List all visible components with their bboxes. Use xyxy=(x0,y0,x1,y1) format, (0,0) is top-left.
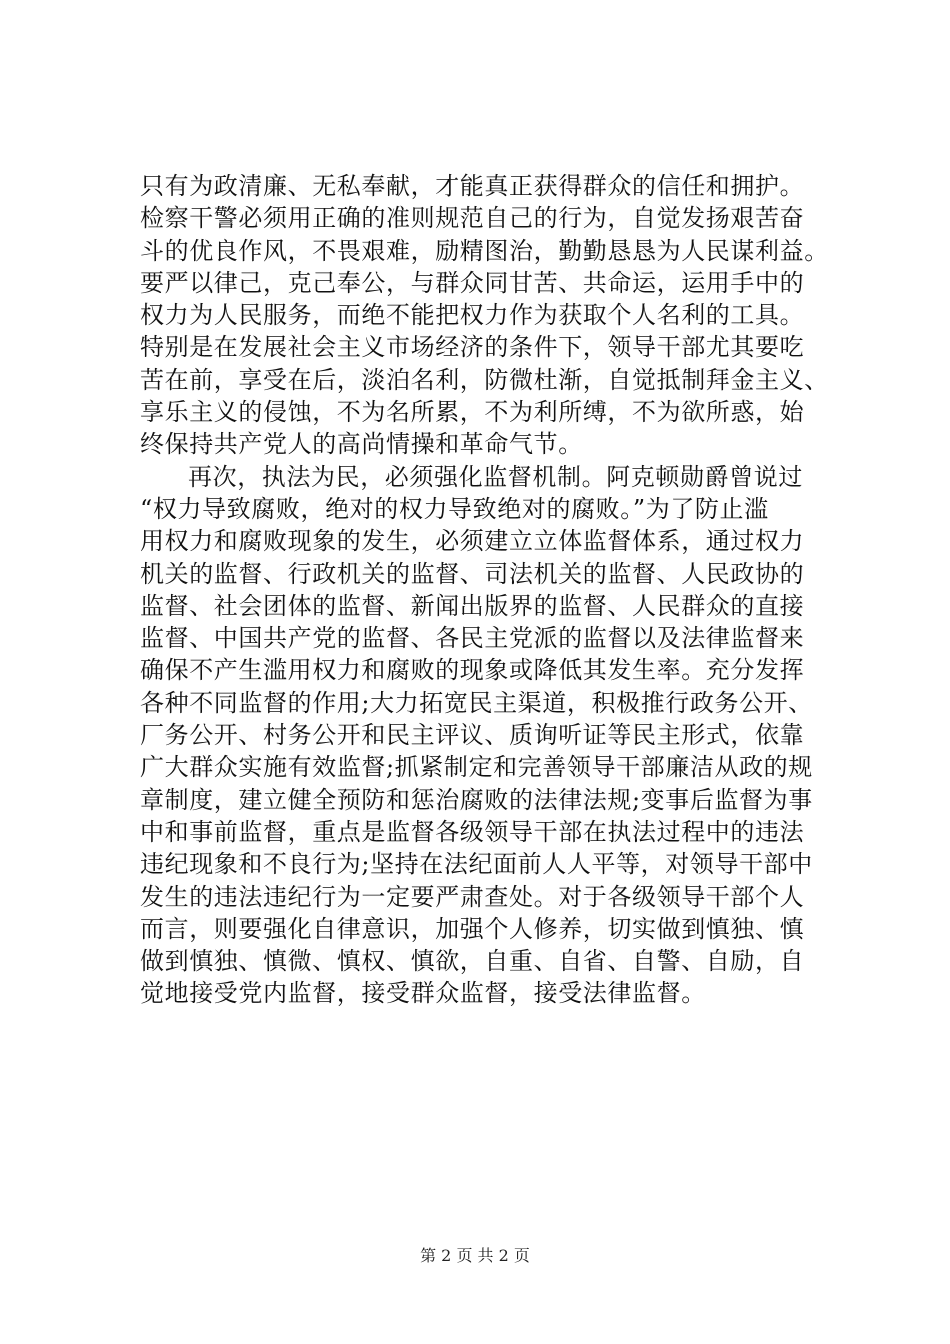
text-line: 用权力和腐败现象的发生，必须建立立体监督体系，通过权力 xyxy=(140,527,805,556)
text-line: 享乐主义的侵蚀，不为名所累，不为利所缚，不为欲所惑，始 xyxy=(140,398,805,427)
text-line: 斗的优良作风，不畏艰难，励精图治，勤勤恳恳为人民谋利益。 xyxy=(140,236,829,265)
text-line: 终保持共产党人的高尚情操和革命气节。 xyxy=(140,430,583,459)
text-line: 做到慎独、慎微、慎权、慎欲，自重、自省、自警、自励，自 xyxy=(140,947,805,976)
text-line: 觉地接受党内监督，接受群众监督，接受法律监督。 xyxy=(140,979,706,1008)
text-line: 各种不同监督的作用;大力拓宽民主渠道，积极推行政务公开、 xyxy=(140,688,813,717)
text-line: 要严以律己，克己奉公，与群众同甘苦、共命运，运用手中的 xyxy=(140,268,805,297)
text-line: 章制度，建立健全预防和惩治腐败的法律法规;变事后监督为事 xyxy=(140,785,813,814)
text-line: 中和事前监督，重点是监督各级领导干部在执法过程中的违法 xyxy=(140,817,805,846)
text-line: 违纪现象和不良行为;坚持在法纪面前人人平等，对领导干部中 xyxy=(140,850,813,879)
text-line: 监督、社会团体的监督、新闻出版界的监督、人民群众的直接 xyxy=(140,591,805,620)
text-line: 权力为人民服务，而绝不能把权力作为获取个人名利的工具。 xyxy=(140,301,805,330)
document-body xyxy=(140,170,840,1010)
page-number-footer: 第 2 页 共 2 页 xyxy=(420,1246,530,1265)
text-line: 特别是在发展社会主义市场经济的条件下，领导干部尤其要吃 xyxy=(140,333,805,362)
text-line: 只有为政清廉、无私奉献，才能真正获得群众的信任和拥护。 xyxy=(140,172,805,200)
text-line: 苦在前，享受在后，淡泊名利，防微杜渐，自觉抵制拜金主义、 xyxy=(140,365,829,394)
text-line: 发生的违法违纪行为一定要严肃查处。对于各级领导干部个人 xyxy=(140,882,805,911)
text-line: “权力导致腐败，绝对的权力导致绝对的腐败。”为了防止滥 xyxy=(140,494,769,523)
text-line: 检察干警必须用正确的准则规范自己的行为，自觉发扬艰苦奋 xyxy=(140,204,805,233)
text-line: 而言，则要强化自律意识，加强个人修养，切实做到慎独、慎 xyxy=(140,914,805,943)
paragraph-start-line: 再次，执法为民，必须强化监督机制。阿克顿勋爵曾说过 xyxy=(188,462,803,491)
text-line: 确保不产生滥用权力和腐败的现象或降低其发生率。充分发挥 xyxy=(140,656,805,685)
text-line: 机关的监督、行政机关的监督、司法机关的监督、人民政协的 xyxy=(140,559,805,588)
text-line: 广大群众实施有效监督;抓紧制定和完善领导干部廉洁从政的规 xyxy=(140,753,813,782)
text-line: 监督、中国共产党的监督、各民主党派的监督以及法律监督来 xyxy=(140,624,805,653)
text-line: 厂务公开、村务公开和民主评议、质询听证等民主形式，依靠 xyxy=(140,721,805,750)
